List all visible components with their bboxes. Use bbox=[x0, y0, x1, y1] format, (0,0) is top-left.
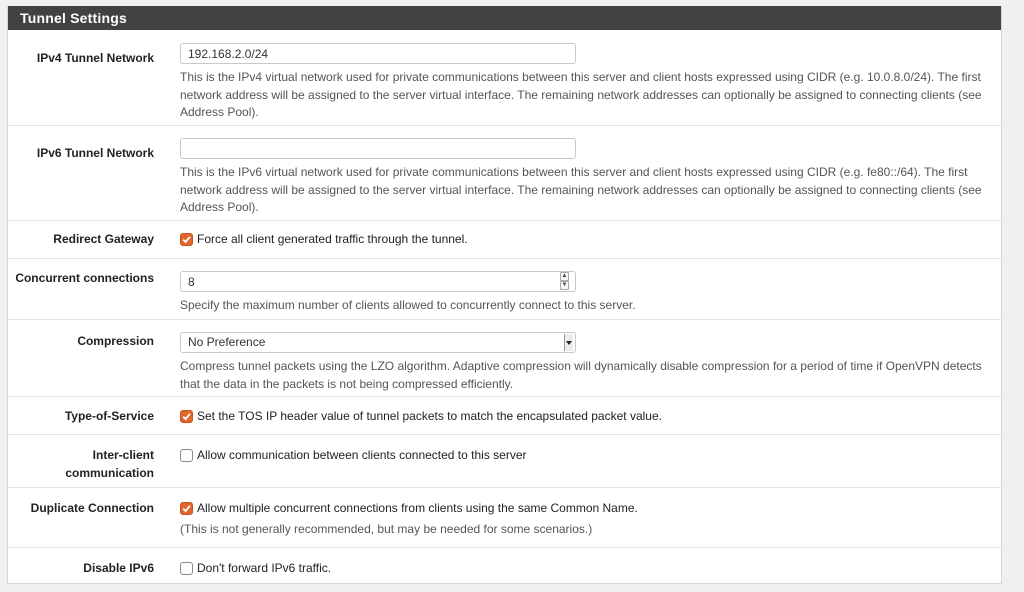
row-inter-client-communication bbox=[8, 435, 1001, 488]
disable-ipv6-option bbox=[180, 560, 993, 577]
spinner-up-icon[interactable]: ▲ bbox=[561, 273, 568, 279]
compression-selected-value: No Preference bbox=[188, 335, 266, 349]
duplicate-connection-checkbox[interactable] bbox=[180, 502, 193, 515]
ipv6-help-text: This is the IPv6 virtual network used for private communications between this server and client hosts expressed using CIDR (e.g. fe80::/64). The first network address will be assigned to the server virtual interface. The remaining network addresses can optionally be assigned to connecting clients (see Address Pool). bbox=[180, 165, 982, 214]
row-concurrent-connections bbox=[8, 259, 1001, 320]
row-ipv6-tunnel-network bbox=[8, 126, 1001, 221]
row-duplicate-connection bbox=[8, 488, 1001, 548]
inter-client-text: Allow communication between clients connected to this server bbox=[197, 448, 527, 462]
disable-ipv6-text: Don't forward IPv6 traffic. bbox=[197, 561, 332, 575]
row-compression bbox=[8, 320, 1001, 397]
redirect-gateway-text: Force all client generated traffic through the tunnel. bbox=[197, 232, 468, 246]
type-of-service-label: Type-of-Service bbox=[64, 409, 154, 423]
disable-ipv6-label: Disable IPv6 bbox=[83, 561, 154, 575]
type-of-service-option bbox=[180, 408, 993, 425]
concurrent-connections-label: Concurrent connections bbox=[15, 271, 154, 285]
ipv6-tunnel-network-input[interactable] bbox=[180, 138, 576, 159]
ipv4-help-text: This is the IPv4 virtual network used for private communications between this server and client hosts expressed using CIDR (e.g. 10.0.8.0/24). The first network address will be assigned to the server virtual interface. The remaining network addresses can optionally be assigned to connecting clients (see Address Pool). bbox=[180, 70, 982, 119]
type-of-service-checkbox[interactable] bbox=[180, 410, 193, 423]
duplicate-connection-help: (This is not generally recommended, but may be needed for some scenarios.) bbox=[180, 522, 593, 536]
row-redirect-gateway bbox=[8, 221, 1001, 259]
check-icon bbox=[182, 504, 191, 513]
duplicate-connection-option bbox=[180, 500, 993, 517]
concurrent-connections-stepper bbox=[180, 271, 576, 292]
row-disable-ipv6 bbox=[8, 548, 1001, 584]
panel-title: Tunnel Settings bbox=[8, 6, 1001, 30]
inter-client-checkbox[interactable] bbox=[180, 449, 193, 462]
compression-help-text: Compress tunnel packets using the LZO algorithm. Adaptive compression will dynamically disable compression for a period of time if OpenVPN detects that the data in the packets is not being compressed efficiently. bbox=[180, 359, 982, 391]
redirect-gateway-option bbox=[180, 231, 993, 248]
type-of-service-text: Set the TOS IP header value of tunnel packets to match the encapsulated packet value. bbox=[197, 409, 662, 423]
concurrent-connections-input[interactable] bbox=[180, 271, 576, 292]
ipv6-label: IPv6 Tunnel Network bbox=[36, 146, 154, 160]
redirect-gateway-checkbox[interactable] bbox=[180, 233, 193, 246]
duplicate-connection-text: Allow multiple concurrent connections from clients using the same Common Name. bbox=[197, 501, 638, 515]
row-type-of-service bbox=[8, 397, 1001, 435]
inter-client-label bbox=[8, 446, 154, 482]
inter-client-label-line2: communication bbox=[65, 466, 154, 480]
check-icon bbox=[182, 235, 191, 244]
dropdown-arrow-icon[interactable] bbox=[564, 334, 573, 351]
inter-client-option bbox=[180, 447, 993, 464]
concurrent-connections-help: Specify the maximum number of clients allowed to concurrently connect to this server. bbox=[180, 298, 636, 312]
row-ipv4-tunnel-network bbox=[8, 30, 1001, 126]
disable-ipv6-checkbox[interactable] bbox=[180, 562, 193, 575]
check-icon bbox=[182, 412, 191, 421]
redirect-gateway-label: Redirect Gateway bbox=[53, 232, 154, 246]
duplicate-connection-label: Duplicate Connection bbox=[30, 501, 154, 515]
compression-select[interactable] bbox=[180, 332, 576, 353]
spinner-down-icon[interactable]: ▼ bbox=[561, 282, 568, 288]
ipv4-label: IPv4 Tunnel Network bbox=[36, 51, 154, 65]
spinner-arrows-icon[interactable] bbox=[560, 272, 569, 290]
tunnel-settings-panel bbox=[7, 6, 1002, 584]
compression-label: Compression bbox=[77, 334, 154, 348]
inter-client-label-line1: Inter-client bbox=[92, 448, 154, 462]
ipv4-tunnel-network-input[interactable] bbox=[180, 43, 576, 64]
